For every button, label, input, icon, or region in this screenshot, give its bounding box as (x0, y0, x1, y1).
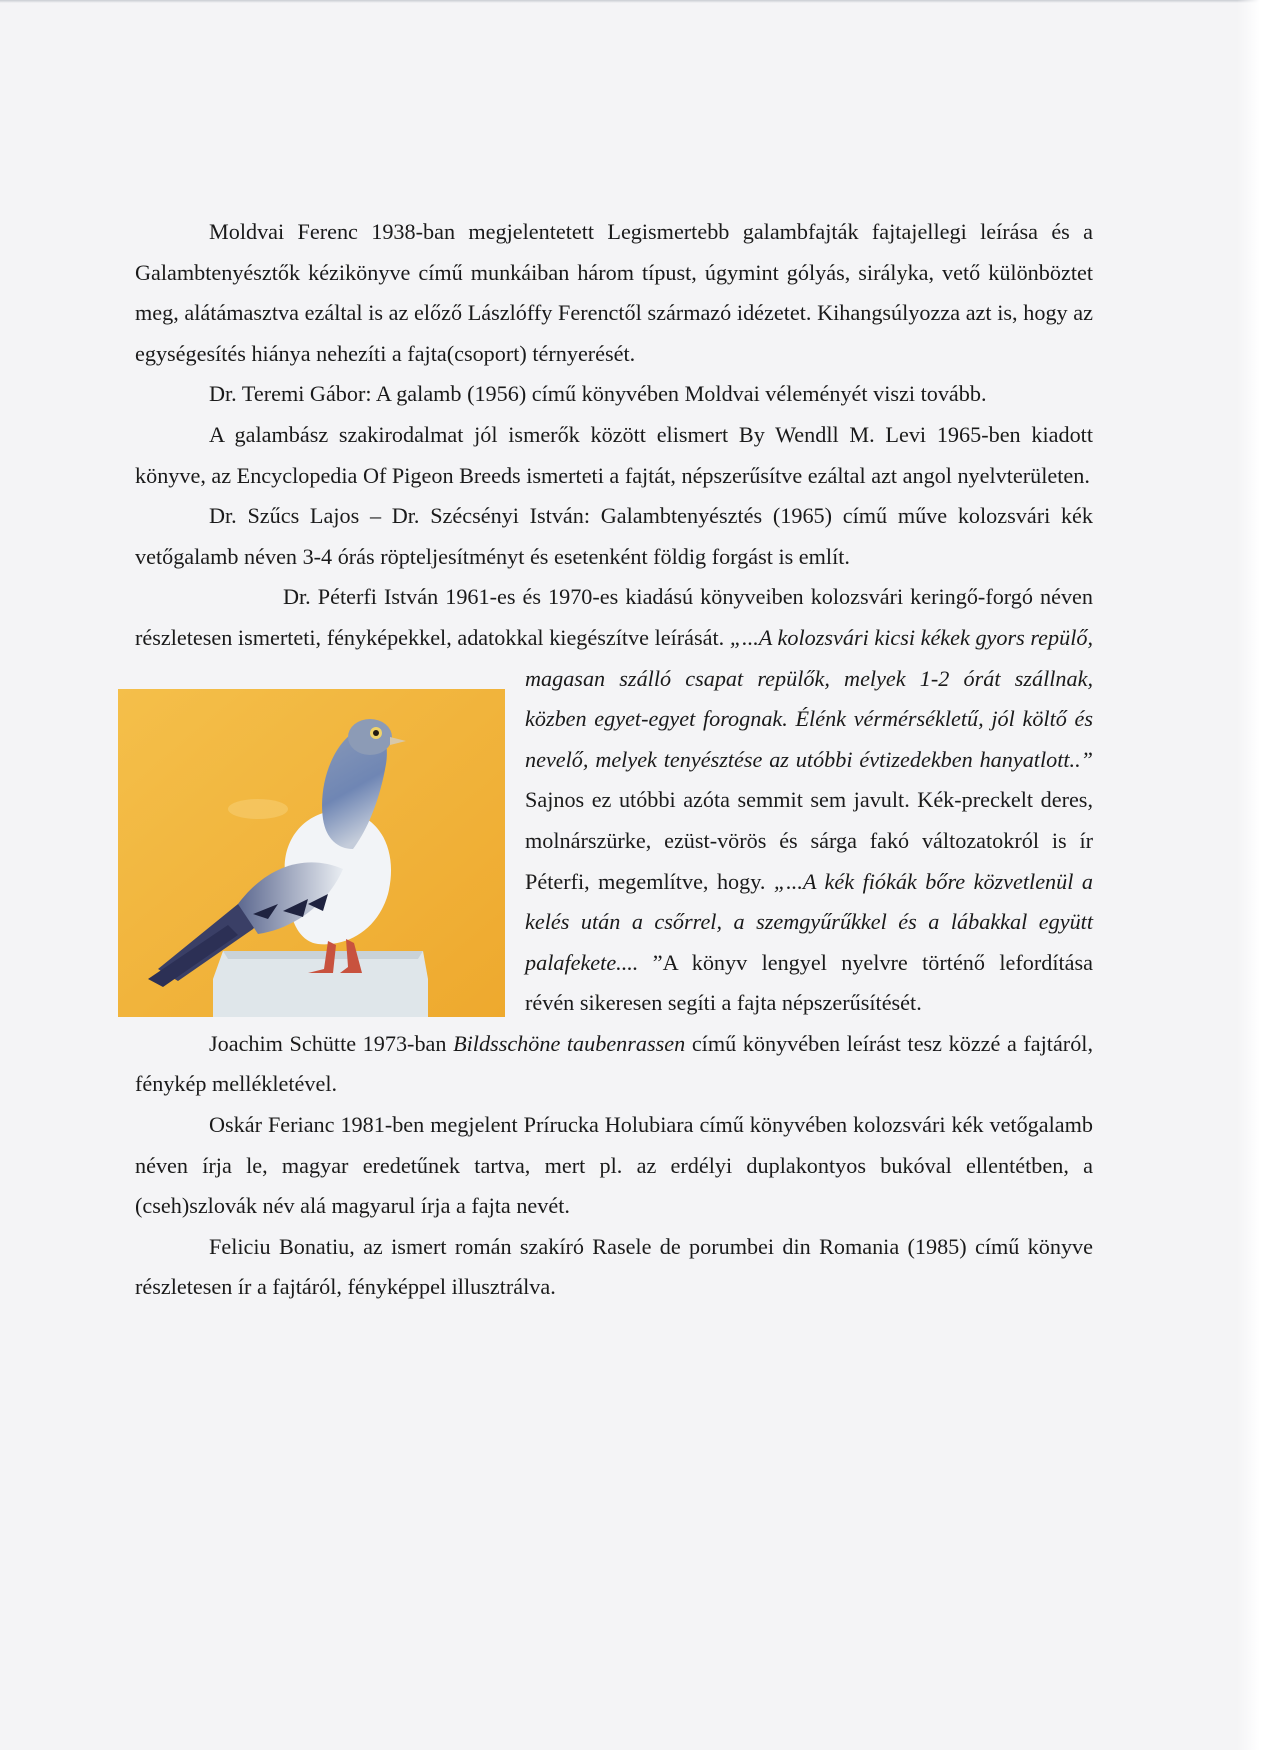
pigeon-photo (118, 689, 505, 1017)
paragraph-moldvai: Moldvai Ferenc 1938-ban megjelentetett Legismertebb galambfajták fajtajellegi leírása és a Galambtenyésztők kézikönyve című munkáiban három típust, úgymint gólyás, sirályka, vető különböztet meg, alátámasztva ezáltal is az előző Lászlóffy Ferenctől származó idézetet. Kihangsúlyozza azt is, hogy az egységesítés hiánya nehezíti a fajta(csoport) térnyerését. (135, 219, 1093, 366)
peterfi-end: ”A könyv lengyel nyelvre történő lefordítása révén sikeresen segíti a fajta népszerűsítését. (525, 949, 1093, 1016)
scan-edge-right (1237, 0, 1275, 1750)
paragraph-levi: A galambász szakirodalmat jól ismerők között elismert By Wendll M. Levi 1965-ben kiadott könyve, az Encyclopedia Of Pigeon Breeds ismerteti a fajtát, népszerűsítve ezáltal azt angol nyelvterületen. (135, 421, 1093, 488)
peterfi-middle: Sajnos ez utóbbi azóta semmit sem javult. Kék-preckelt deres, molnárszürke, ezüst-vörös és sárga fakó változatokról is ír Péterfi, megemlítve, hogy. (525, 787, 1093, 894)
document-body (135, 212, 1093, 1308)
peterfi-quote-1: „...A kolozsvári kicsi kékek gyors repülő, magasan szálló csapat repülők, melyek 1-2 órát szállnak, közben egyet-egyet forognak. Élénk vérmérsékletű, jól költő és nevelő, melyek tenyésztése az utóbbi évtizedekben hanyatlott..” (525, 624, 1093, 772)
paragraph-teremi: Dr. Teremi Gábor: A galamb (1956) című könyvében Moldvai véleményét viszi tovább. (209, 381, 987, 407)
scan-edge-top (0, 0, 1275, 3)
paragraph-peterfi (135, 577, 1093, 1024)
peterfi-quote-2: „...A kék fiókák bőre közvetlenül a kelés után a csőrrel, a szemgyűrűkkel és a lábakkal együtt palafekete.... (525, 868, 1093, 975)
peterfi-intro: Dr. Péterfi István 1961-es és 1970-es kiadású könyveiben kolozsvári keringő-forgó néven részletesen ismerteti, fényképekkel, adatokkal kiegészítve leírását. (135, 584, 1093, 650)
schutte-book-title: Bildsschöne taubenrassen (453, 1030, 686, 1056)
paragraph-bonatiu: Feliciu Bonatiu, az ismert román szakíró Rasele de porumbei din Romania (1985) című könyve részletesen ír a fajtáról, fényképpel illusztrálva. (135, 1233, 1093, 1300)
paragraph-szucs: Dr. Szűcs Lajos – Dr. Szécsényi István: Galambtenyésztés (1965) című műve kolozsvári kék vetőgalamb néven 3-4 órás röpteljesítményt és esetenként földig forgást is említ. (135, 503, 1093, 569)
schutte-intro: Joachim Schütte 1973-ban (209, 1030, 454, 1056)
paragraph-ferianc: Oskár Ferianc 1981-ben megjelent Prírucka Holubiara című könyvében kolozsvári kék vetőgalamb néven írja le, magyar eredetűnek tartva, mert pl. az erdélyi duplakontyos bukóval ellentétben, a (cseh)szlovák név alá magyarul írja a fajta nevét. (135, 1112, 1093, 1219)
paragraph-schutte (135, 1024, 1093, 1105)
schutte-end: című könyvében leírást tesz közzé a fajtáról, fénykép mellékletével. (135, 1030, 1093, 1097)
